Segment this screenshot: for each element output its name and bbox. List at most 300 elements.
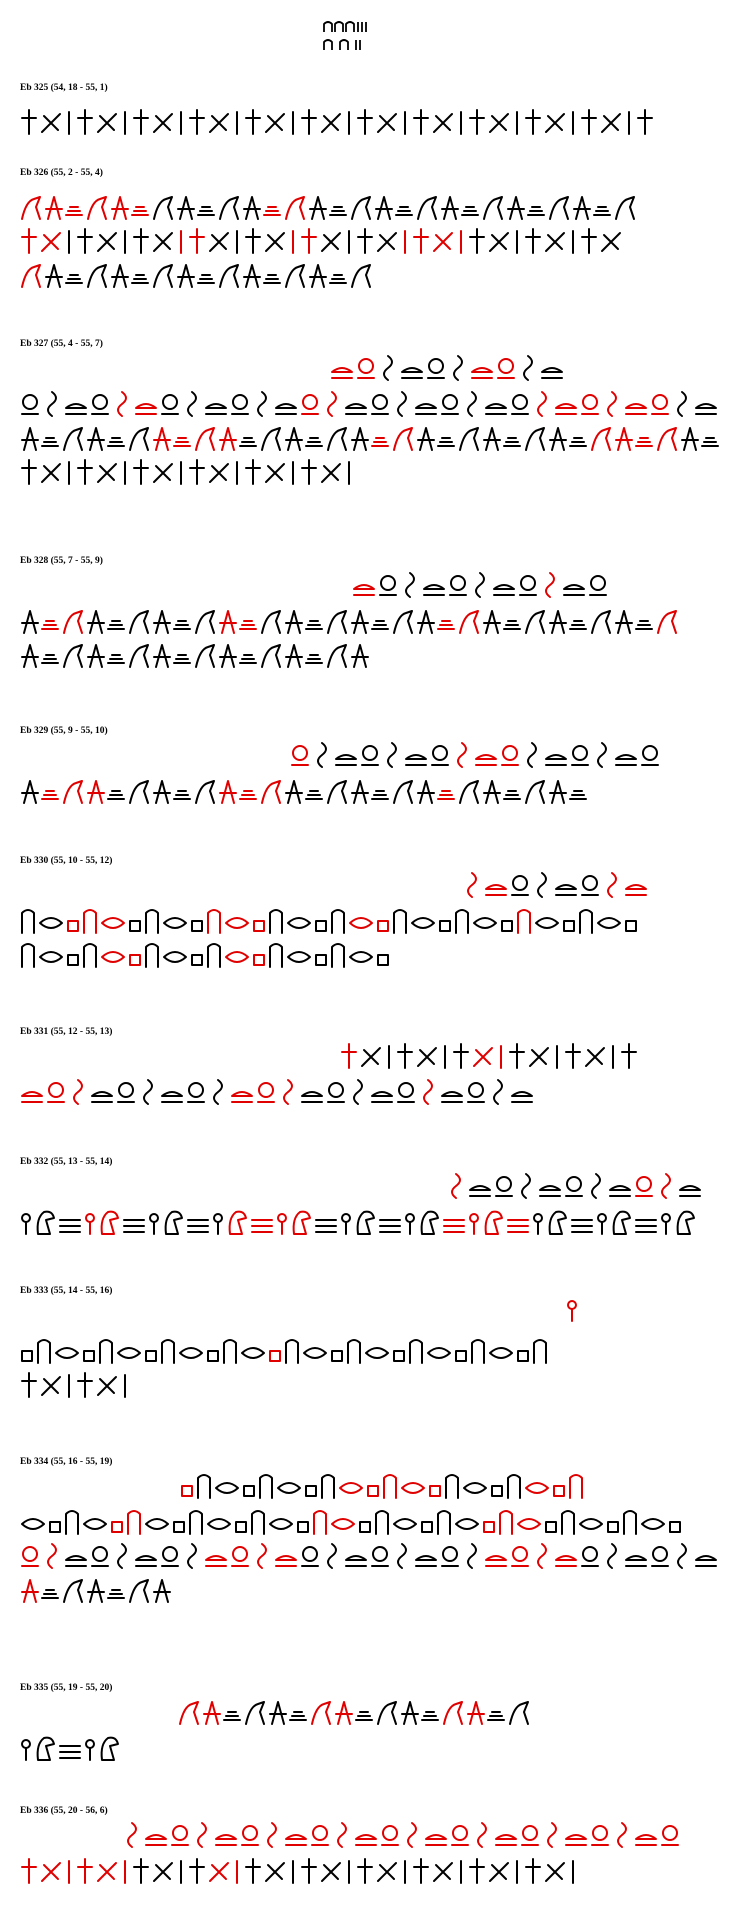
hieroglyph-icon <box>418 1078 438 1106</box>
hieroglyph-icon <box>152 1857 174 1885</box>
hieroglyph-icon <box>544 741 568 769</box>
entry-heading: Eb 333 (55, 14 - 55, 16) <box>20 1286 113 1296</box>
hieroglyph-icon <box>100 907 126 935</box>
hieroglyph-icon <box>276 1208 288 1236</box>
hieroglyph-icon <box>186 1208 210 1236</box>
hieroglyph-icon <box>370 1078 394 1106</box>
hieroglyph-icon <box>262 1821 282 1849</box>
hieroglyph-icon <box>328 193 348 221</box>
hieroglyph-icon <box>462 1542 482 1570</box>
hieroglyph-icon <box>312 741 332 769</box>
hieroglyph-icon <box>580 390 600 418</box>
hieroglyph-icon <box>106 1576 126 1604</box>
hieroglyph-icon <box>224 907 250 935</box>
hieroglyph-icon <box>20 641 38 669</box>
hieroglyph-icon <box>482 607 500 635</box>
hieroglyph-icon <box>152 424 170 452</box>
hieroglyph-icon <box>378 571 398 599</box>
hieroglyph-icon <box>20 424 38 452</box>
hieroglyph-icon <box>126 1508 142 1536</box>
hieroglyph-icon <box>206 1508 232 1536</box>
hieroglyph-icon <box>426 1337 452 1365</box>
hieroglyph-icon <box>300 227 318 255</box>
hieroglyph-line <box>20 388 718 418</box>
hieroglyph-icon <box>524 227 542 255</box>
hieroglyph-icon <box>64 1542 88 1570</box>
hieroglyph-icon <box>284 1337 300 1365</box>
hieroglyph-icon <box>20 1371 38 1399</box>
hieroglyph-icon <box>472 1042 494 1070</box>
hieroglyph-icon <box>568 1472 584 1500</box>
hieroglyph-icon <box>468 1172 492 1200</box>
hieroglyph-icon <box>430 741 450 769</box>
hieroglyph-icon <box>240 1821 260 1849</box>
hieroglyph-icon <box>42 1542 62 1570</box>
hieroglyph-icon <box>412 108 430 136</box>
hieroglyph-icon <box>296 1508 310 1536</box>
hieroglyph-icon <box>538 1172 562 1200</box>
hieroglyph-icon <box>694 390 718 418</box>
hieroglyph-icon <box>132 1857 150 1885</box>
hieroglyph-icon <box>462 871 482 899</box>
hieroglyph-icon <box>20 261 42 289</box>
hieroglyph-icon <box>310 1698 332 1726</box>
hieroglyph-icon <box>602 390 622 418</box>
hieroglyph-icon <box>378 1208 402 1236</box>
hieroglyph-icon <box>326 607 348 635</box>
hieroglyph-icon <box>340 1042 358 1070</box>
hieroglyph-icon <box>96 227 118 255</box>
hieroglyph-icon <box>344 1857 354 1885</box>
hieroglyph-icon <box>394 193 414 221</box>
hieroglyph-icon <box>620 1042 638 1070</box>
hieroglyph-icon <box>366 1472 380 1500</box>
hieroglyph-icon <box>320 108 342 136</box>
hieroglyph-icon <box>244 1698 266 1726</box>
hieroglyph-icon <box>284 607 302 635</box>
hieroglyph-line <box>20 1506 682 1536</box>
hieroglyph-icon <box>494 1172 514 1200</box>
hieroglyph-icon <box>510 871 530 899</box>
hieroglyph-icon <box>244 227 262 255</box>
hieroglyph-icon <box>358 1508 372 1536</box>
hieroglyph-icon <box>192 1821 212 1849</box>
hieroglyph-icon <box>392 424 414 452</box>
hieroglyph-icon <box>62 777 84 805</box>
hieroglyph-icon <box>274 1542 298 1570</box>
hieroglyph-icon <box>454 1337 468 1365</box>
hieroglyph-icon <box>540 571 560 599</box>
hieroglyph-icon <box>86 424 104 452</box>
hieroglyph-icon <box>400 1698 418 1726</box>
hieroglyph-icon <box>110 193 128 221</box>
hieroglyph-icon <box>542 1821 562 1849</box>
hieroglyph-icon <box>500 907 514 935</box>
hieroglyph-icon <box>608 1172 632 1200</box>
hieroglyph-icon <box>196 193 216 221</box>
hieroglyph-icon <box>350 424 368 452</box>
hieroglyph-icon <box>242 261 260 289</box>
hieroglyph-icon <box>286 941 312 969</box>
hieroglyph-icon <box>416 193 438 221</box>
hieroglyph-icon <box>196 261 216 289</box>
hieroglyph-icon <box>152 458 174 486</box>
hieroglyph-icon <box>96 458 118 486</box>
hieroglyph-icon <box>524 424 546 452</box>
hieroglyph-icon <box>20 1857 38 1885</box>
hieroglyph-icon <box>370 607 390 635</box>
hieroglyph-icon <box>82 941 98 969</box>
hieroglyph-icon <box>360 1042 382 1070</box>
hieroglyph-icon <box>488 227 510 255</box>
hieroglyph-icon <box>176 261 194 289</box>
hieroglyph-icon <box>412 1857 430 1885</box>
hieroglyph-icon <box>290 1208 312 1236</box>
hieroglyph-icon <box>354 1821 378 1849</box>
hieroglyph-icon <box>392 390 412 418</box>
hieroglyph-icon <box>284 641 302 669</box>
hieroglyph-icon <box>570 1208 594 1236</box>
hieroglyph-icon <box>444 1472 460 1500</box>
hieroglyph-icon <box>176 227 186 255</box>
hieroglyph-icon <box>304 641 324 669</box>
hieroglyph-line <box>20 1335 548 1365</box>
hieroglyph-icon <box>344 1542 368 1570</box>
hieroglyph-icon <box>566 1295 578 1323</box>
hieroglyph-line <box>20 639 368 669</box>
hieroglyph-icon <box>564 1821 588 1849</box>
hieroglyph-icon <box>436 1508 452 1536</box>
hieroglyph-icon <box>350 193 372 221</box>
hieroglyph-icon <box>268 1698 286 1726</box>
hieroglyph-icon <box>400 571 420 599</box>
hieroglyph-icon <box>320 1472 336 1500</box>
hieroglyph-icon <box>20 1734 32 1762</box>
hieroglyph-icon <box>610 1208 632 1236</box>
hieroglyph-icon <box>484 1542 508 1570</box>
hieroglyph-icon <box>586 1172 606 1200</box>
hieroglyph-icon <box>656 607 678 635</box>
hieroglyph-icon <box>20 777 38 805</box>
hieroglyph-icon <box>552 1042 562 1070</box>
hieroglyph-icon <box>350 607 368 635</box>
hieroglyph-icon <box>112 1542 132 1570</box>
hieroglyph-icon <box>86 607 104 635</box>
hieroglyph-icon <box>498 1508 514 1536</box>
hieroglyph-icon <box>326 777 348 805</box>
hieroglyph-icon <box>112 390 132 418</box>
hieroglyph-icon <box>214 1821 238 1849</box>
hieroglyph-icon <box>512 227 522 255</box>
hieroglyph-icon <box>20 458 38 486</box>
hieroglyph-icon <box>548 777 566 805</box>
hieroglyph-icon <box>404 741 428 769</box>
hieroglyph-icon <box>304 1472 318 1500</box>
hieroglyph-icon <box>668 1508 682 1536</box>
hieroglyph-icon <box>144 941 160 969</box>
hieroglyph-icon <box>194 777 216 805</box>
hieroglyph-icon <box>284 777 302 805</box>
hieroglyph-icon <box>596 907 622 935</box>
hieroglyph-icon <box>208 108 230 136</box>
hieroglyph-icon <box>86 777 104 805</box>
hieroglyph-icon <box>432 108 454 136</box>
hieroglyph-line <box>20 775 588 805</box>
hieroglyph-icon <box>320 227 342 255</box>
hieroglyph-icon <box>40 777 60 805</box>
hieroglyph-icon <box>116 1337 142 1365</box>
hieroglyph-icon <box>268 907 284 935</box>
hieroglyph-icon <box>310 1821 330 1849</box>
hieroglyph-icon <box>392 1542 412 1570</box>
hieroglyph-icon <box>224 941 250 969</box>
hieroglyph-icon <box>356 354 376 382</box>
hieroglyph-icon <box>244 458 262 486</box>
hieroglyph-icon <box>176 108 186 136</box>
hieroglyph-icon <box>634 1208 658 1236</box>
hieroglyph-icon <box>624 108 634 136</box>
hieroglyph-line <box>20 1369 130 1399</box>
hieroglyph-icon <box>578 907 594 935</box>
hieroglyph-icon <box>370 1542 390 1570</box>
hieroglyph-icon <box>180 1472 194 1500</box>
hieroglyph-icon <box>62 424 84 452</box>
hieroglyph-icon <box>62 607 84 635</box>
hieroglyph-line <box>20 1855 578 1885</box>
hieroglyph-icon <box>344 227 354 255</box>
hieroglyph-icon <box>624 390 648 418</box>
hieroglyph-icon <box>86 1576 104 1604</box>
hieroglyph-icon <box>482 1508 496 1536</box>
hieroglyph-icon <box>290 741 310 769</box>
hieroglyph-icon <box>330 941 346 969</box>
hieroglyph-icon <box>624 1542 648 1570</box>
hieroglyph-icon <box>470 571 490 599</box>
hieroglyph-icon <box>596 1208 608 1236</box>
hieroglyph-icon <box>580 108 598 136</box>
hieroglyph-icon <box>548 193 570 221</box>
hieroglyph-icon <box>660 1208 672 1236</box>
hieroglyph-icon <box>330 354 354 382</box>
hieroglyph-icon <box>314 941 328 969</box>
hieroglyph-icon <box>160 1078 184 1106</box>
hieroglyph-icon <box>522 741 542 769</box>
hieroglyph-icon <box>128 777 150 805</box>
hieroglyph-line <box>290 739 660 769</box>
hieroglyph-icon <box>120 1371 130 1399</box>
hieroglyph-icon <box>250 1208 274 1236</box>
hieroglyph-line <box>178 1696 530 1726</box>
hieroglyph-icon <box>34 1734 56 1762</box>
hieroglyph-icon <box>84 1734 96 1762</box>
hieroglyph-icon <box>20 941 36 969</box>
hieroglyph-icon <box>40 424 60 452</box>
hieroglyph-icon <box>432 227 454 255</box>
hieroglyph-icon <box>564 1172 584 1200</box>
hieroglyph-icon <box>148 1208 160 1236</box>
hieroglyph-icon <box>374 1508 390 1536</box>
hieroglyph-icon <box>260 777 282 805</box>
hieroglyph-icon <box>262 261 282 289</box>
hieroglyph-icon <box>284 424 302 452</box>
hieroglyph-icon <box>116 1078 136 1106</box>
hieroglyph-icon <box>152 193 174 221</box>
hieroglyph-icon <box>340 1208 352 1236</box>
hieroglyph-icon <box>152 227 174 255</box>
hieroglyph-icon <box>42 390 62 418</box>
hieroglyph-icon <box>66 941 80 969</box>
hieroglyph-icon <box>208 458 230 486</box>
hieroglyph-icon <box>554 871 578 899</box>
hieroglyph-icon <box>416 777 434 805</box>
hieroglyph-icon <box>244 108 262 136</box>
hieroglyph-icon <box>44 261 62 289</box>
hieroglyph-icon <box>636 108 654 136</box>
hieroglyph-icon <box>488 1857 510 1885</box>
hieroglyph-icon <box>606 1508 620 1536</box>
hieroglyph-icon <box>404 1208 416 1236</box>
hieroglyph-icon <box>76 1371 94 1399</box>
hieroglyph-icon <box>232 1857 242 1885</box>
hieroglyph-icon <box>40 1857 62 1885</box>
hieroglyph-icon <box>634 1172 654 1200</box>
hieroglyph-icon <box>68 1078 88 1106</box>
hieroglyph-icon <box>62 1576 84 1604</box>
hieroglyph-icon <box>578 1508 604 1536</box>
hieroglyph-icon <box>552 1472 566 1500</box>
hieroglyph-icon <box>120 1857 130 1885</box>
hieroglyph-icon <box>462 390 482 418</box>
hieroglyph-icon <box>356 227 374 255</box>
hieroglyph-icon <box>90 390 110 418</box>
hieroglyph-icon <box>96 108 118 136</box>
hieroglyph-icon <box>694 1542 718 1570</box>
hieroglyph-icon <box>152 1576 170 1604</box>
hieroglyph-icon <box>64 1371 74 1399</box>
hieroglyph-icon <box>240 1337 266 1365</box>
hieroglyph-icon <box>488 108 510 136</box>
hieroglyph-icon <box>308 193 326 221</box>
hieroglyph-icon <box>188 108 206 136</box>
entry-heading: Eb 330 (55, 10 - 55, 12) <box>20 856 113 866</box>
hieroglyph-icon <box>466 1698 484 1726</box>
hieroglyph-icon <box>226 1208 248 1236</box>
hieroglyph-icon <box>518 571 538 599</box>
hieroglyph-icon <box>490 1472 504 1500</box>
hieroglyph-icon <box>132 227 150 255</box>
hieroglyph-icon <box>564 1042 582 1070</box>
hieroglyph-icon <box>84 1208 96 1236</box>
hieroglyph-icon <box>354 1208 376 1236</box>
hieroglyph-icon <box>344 390 368 418</box>
hieroglyph-icon <box>38 907 64 935</box>
hieroglyph-icon <box>186 1078 206 1106</box>
hieroglyph-icon <box>132 108 150 136</box>
hieroglyph-icon <box>128 424 150 452</box>
hieroglyph-icon <box>344 458 354 486</box>
hieroglyph-icon <box>34 1208 56 1236</box>
hieroglyph-line <box>20 905 638 935</box>
hieroglyph-icon <box>548 424 566 452</box>
hieroglyph-icon <box>330 1508 356 1536</box>
hieroglyph-line <box>180 1470 584 1500</box>
hieroglyph-icon <box>482 193 504 221</box>
number-glyph-icon <box>322 20 382 52</box>
hieroglyph-icon <box>356 108 374 136</box>
hieroglyph-line <box>20 456 354 486</box>
hieroglyph-line <box>20 605 678 635</box>
hieroglyph-icon <box>288 1698 308 1726</box>
hieroglyph-icon <box>232 458 242 486</box>
hieroglyph-icon <box>300 458 318 486</box>
hieroglyph-icon <box>512 108 522 136</box>
hieroglyph-icon <box>40 108 62 136</box>
hieroglyph-icon <box>486 1698 506 1726</box>
entry-heading: Eb 331 (55, 12 - 55, 13) <box>20 1027 113 1037</box>
hieroglyph-icon <box>152 607 170 635</box>
hieroglyph-icon <box>206 907 222 935</box>
hieroglyph-icon <box>304 607 324 635</box>
hieroglyph-line <box>20 1574 170 1604</box>
entry-heading: Eb 335 (55, 19 - 55, 20) <box>20 1683 113 1693</box>
hieroglyph-icon <box>222 1337 238 1365</box>
hieroglyph-icon <box>208 227 230 255</box>
hieroglyph-icon <box>86 193 108 221</box>
hieroglyph-icon <box>218 607 236 635</box>
hieroglyph-icon <box>410 907 436 935</box>
hieroglyph-icon <box>468 1208 480 1236</box>
hieroglyph-icon <box>40 607 60 635</box>
hieroglyph-icon <box>392 907 408 935</box>
hieroglyph-line <box>122 1819 680 1849</box>
hieroglyph-icon <box>98 1337 114 1365</box>
hieroglyph-icon <box>532 1542 552 1570</box>
hieroglyph-icon <box>506 1472 522 1500</box>
hieroglyph-icon <box>370 424 390 452</box>
hieroglyph-icon <box>20 1508 46 1536</box>
hieroglyph-icon <box>348 941 374 969</box>
hieroglyph-icon <box>396 1042 414 1070</box>
hieroglyph-icon <box>172 424 192 452</box>
hieroglyph-line <box>20 259 372 289</box>
hieroglyph-icon <box>474 741 498 769</box>
hieroglyph-icon <box>128 941 142 969</box>
hieroglyph-icon <box>40 641 60 669</box>
hieroglyph-icon <box>382 1472 398 1500</box>
hieroglyph-icon <box>48 1508 62 1536</box>
hieroglyph-icon <box>602 871 622 899</box>
hieroglyph-icon <box>320 1857 342 1885</box>
hieroglyph-icon <box>178 1698 200 1726</box>
hieroglyph-icon <box>172 641 192 669</box>
hieroglyph-icon <box>322 1542 342 1570</box>
hieroglyph-icon <box>218 424 236 452</box>
hieroglyph-line <box>20 1540 718 1570</box>
hieroglyph-icon <box>308 261 326 289</box>
hieroglyph-icon <box>46 1078 66 1106</box>
hieroglyph-icon <box>64 1508 80 1536</box>
entry-heading: Eb 326 (55, 2 - 55, 4) <box>20 168 103 178</box>
hieroglyph-icon <box>130 193 150 221</box>
hieroglyph-icon <box>334 1698 352 1726</box>
hieroglyph-icon <box>660 1821 680 1849</box>
hieroglyph-icon <box>90 1078 114 1106</box>
hieroglyph-icon <box>40 1371 62 1399</box>
hieroglyph-icon <box>82 1508 108 1536</box>
hieroglyph-icon <box>488 1337 514 1365</box>
hieroglyph-icon <box>420 1698 440 1726</box>
hieroglyph-icon <box>680 424 698 452</box>
